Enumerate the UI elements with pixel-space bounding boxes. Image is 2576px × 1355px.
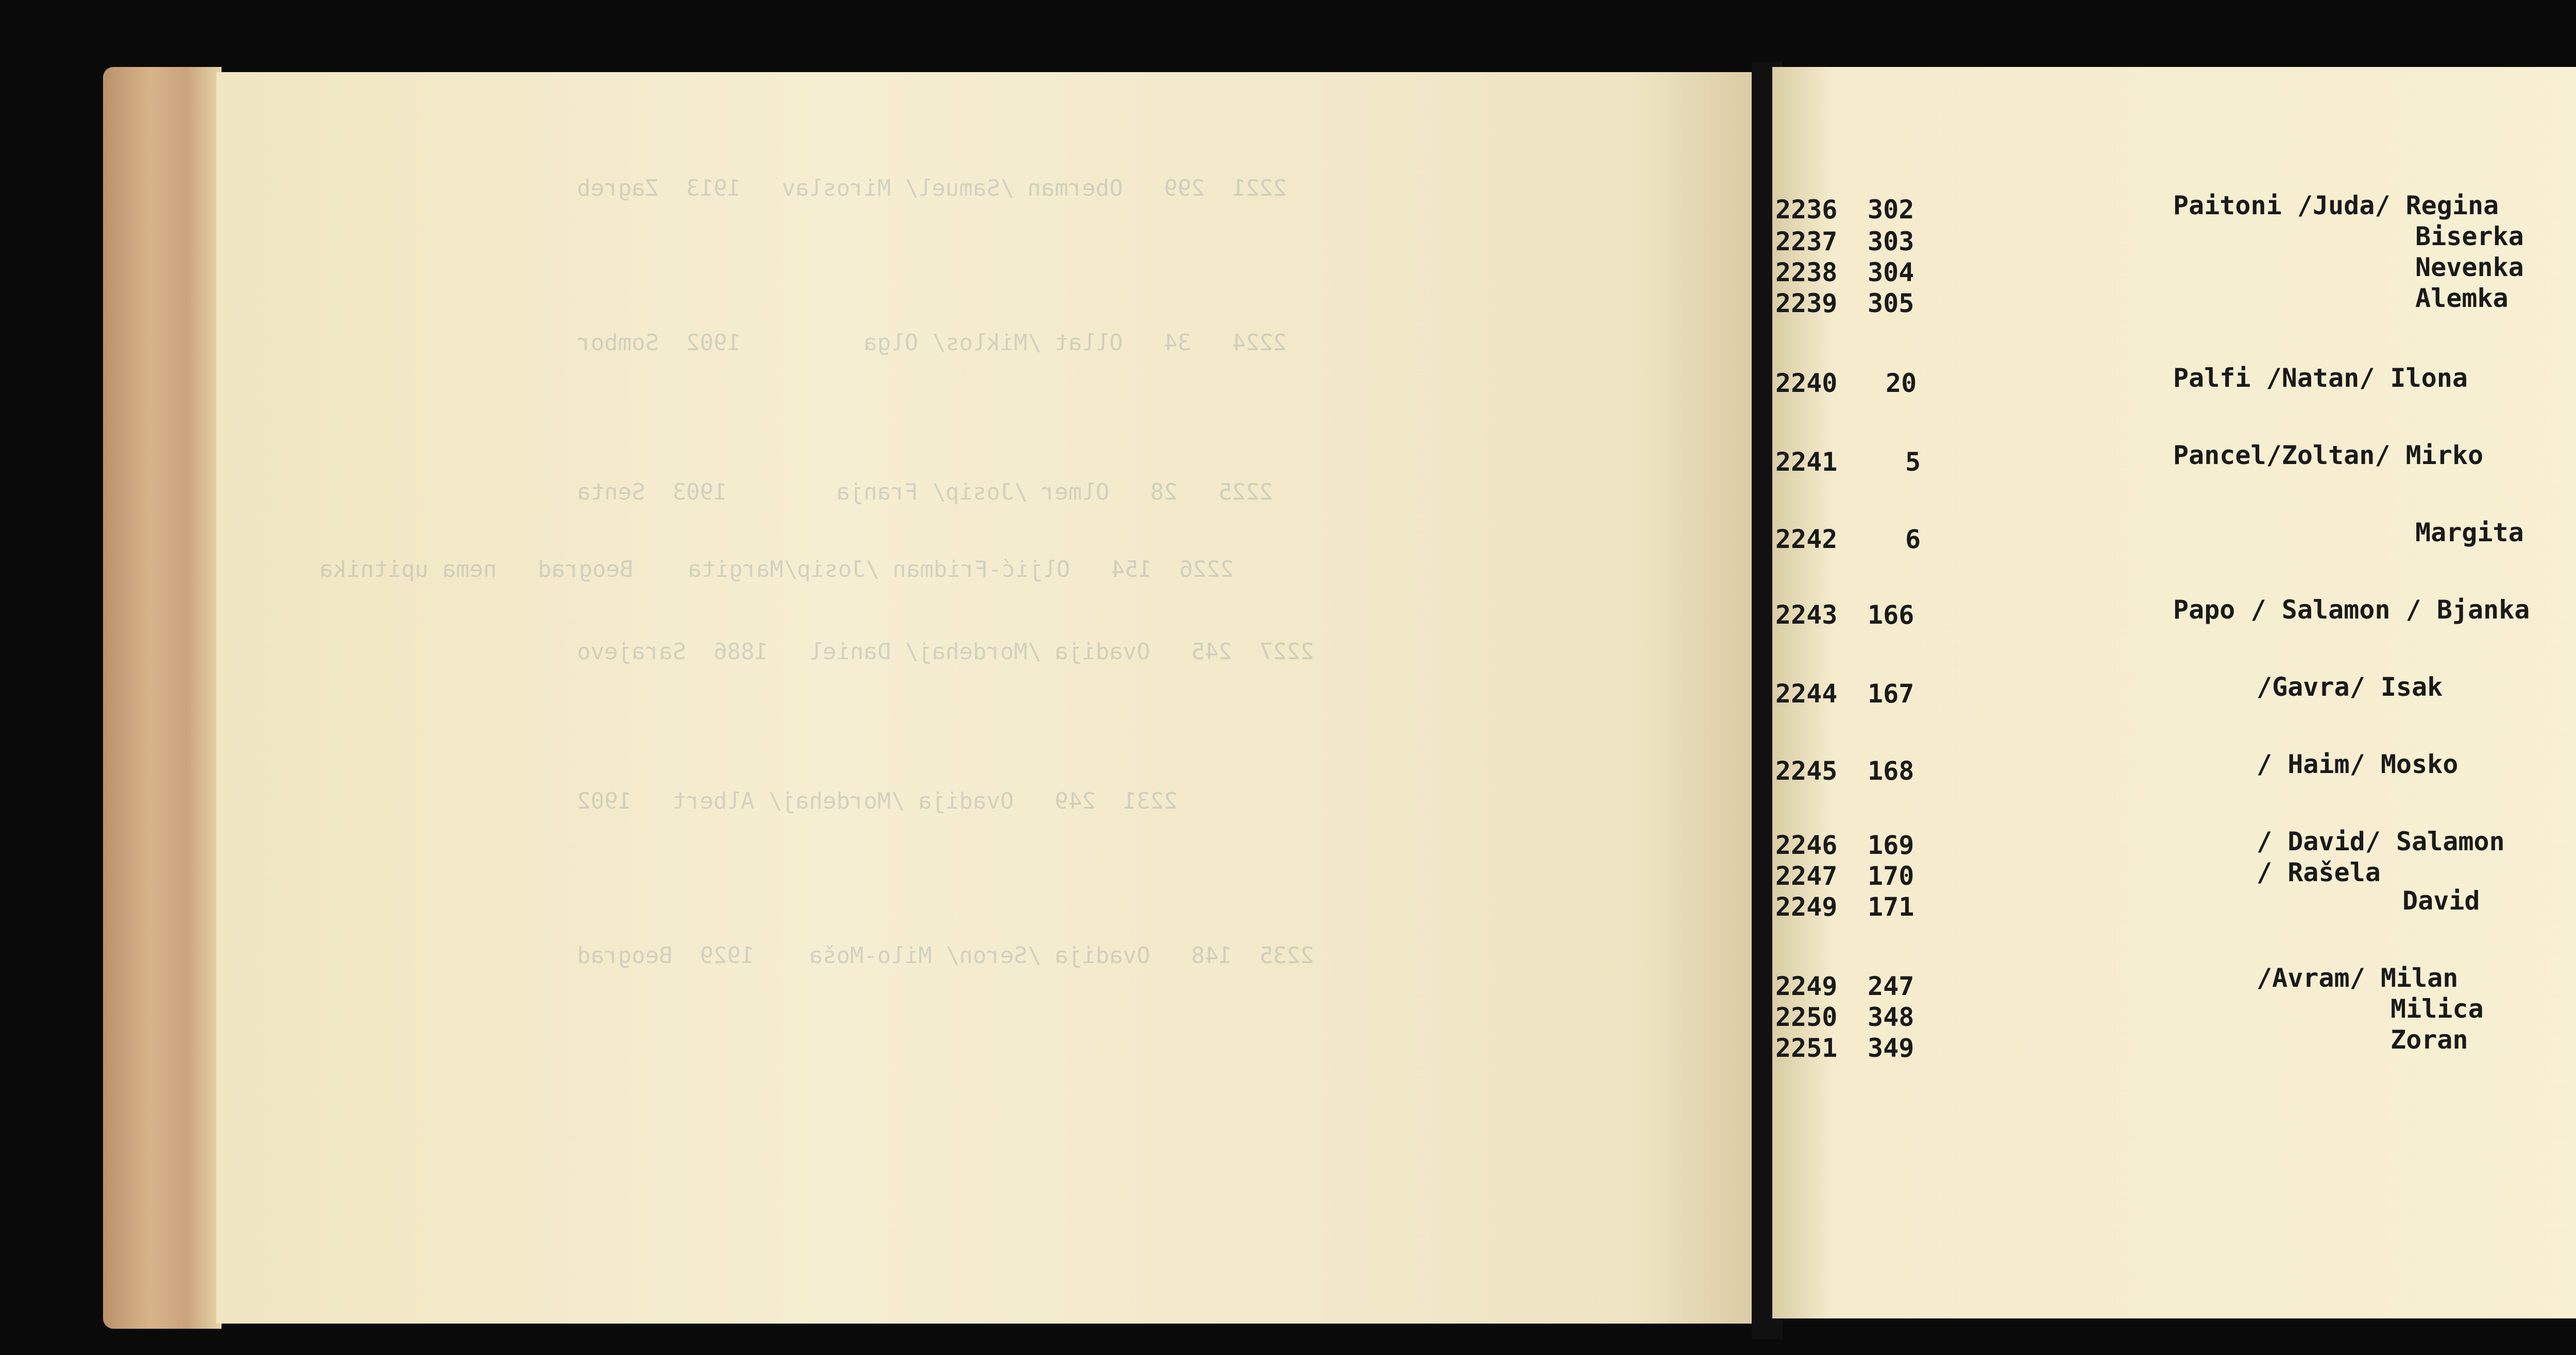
entry-name: Paitoni /Juda/ Regina xyxy=(2173,191,2499,220)
entry-number: 2237 xyxy=(1775,227,1838,256)
entry-number: 2242 xyxy=(1775,524,1838,554)
entry-name: Alemka xyxy=(2415,283,2509,313)
entry-number: 2249 xyxy=(1775,892,1838,922)
entry-serial: 170 xyxy=(1868,861,1914,891)
entry-name: / Haim/ Mosko xyxy=(2257,749,2459,779)
entry-number: 2245 xyxy=(1775,756,1838,786)
bleed-through-text: 2227 245 Ovadija /Mordehaj/ Daniel 1886 Sarajevo xyxy=(577,639,1314,665)
entry-number: 2251 xyxy=(1775,1033,1838,1063)
entry-serial: 168 xyxy=(1868,756,1914,786)
entry-name: / Rašela xyxy=(2257,857,2381,887)
entry-serial: 303 xyxy=(1868,227,1914,256)
entry-name: /Gavra/ Isak xyxy=(2257,672,2443,702)
entry-serial: 166 xyxy=(1868,600,1914,630)
entry-name: Margita xyxy=(2415,518,2524,547)
entry-number: 2241 xyxy=(1775,447,1838,477)
entry-number: 2239 xyxy=(1775,288,1838,318)
entry-name: Papo / Salamon / Bjanka xyxy=(2173,595,2530,625)
entry-serial: 302 xyxy=(1868,195,1914,225)
entry-number: 2238 xyxy=(1775,258,1838,287)
bleed-through-text: 2231 249 Ovadija /Mordehaj/ Albert 1902 xyxy=(577,788,1178,814)
entry-number: 2244 xyxy=(1775,679,1838,709)
entry-serial: 305 xyxy=(1868,288,1914,318)
entry-name: David xyxy=(2402,886,2480,916)
entry-number: 2246 xyxy=(1775,830,1838,860)
entry-serial: 247 xyxy=(1868,971,1914,1001)
entry-number: 2243 xyxy=(1775,600,1838,630)
entry-name: Nevenka xyxy=(2415,252,2524,282)
entry-name: / David/ Salamon xyxy=(2257,827,2505,856)
entry-serial: 20 xyxy=(1886,368,1917,398)
entry-name: /Avram/ Milan xyxy=(2257,963,2459,993)
entry-serial: 304 xyxy=(1868,258,1914,287)
left-page-edges xyxy=(103,67,222,1329)
entry-name: Milica xyxy=(2391,994,2484,1024)
entry-number: 2250 xyxy=(1775,1002,1838,1032)
entry-serial: 171 xyxy=(1868,892,1914,922)
entry-serial: 349 xyxy=(1868,1033,1914,1063)
entry-name: Zoran xyxy=(2391,1025,2468,1055)
bleed-through-text: 2221 299 Oberman /Samuel/ Miroslav 1913 Zagreb xyxy=(577,175,1287,201)
bleed-through-text: 2226 154 Oljić-Fridman /Josip/Margita Beograd nema upitnika xyxy=(319,556,1234,582)
bleed-through-text: 2225 28 Olmer /Josip/ Franja 1903 Senta xyxy=(577,479,1274,505)
entry-serial: 167 xyxy=(1868,679,1914,709)
entry-number: 2247 xyxy=(1775,861,1838,891)
left-page xyxy=(216,72,1757,1324)
entry-serial: 6 xyxy=(1905,524,1921,554)
bleed-through-text: 2224 34 Ollat /Miklos/ Olga 1902 Sombor xyxy=(577,330,1287,356)
entry-number: 2240 xyxy=(1775,368,1838,398)
entry-serial: 5 xyxy=(1905,447,1921,477)
entry-number: 2236 xyxy=(1775,195,1838,225)
entry-name: Palfi /Natan/ Ilona xyxy=(2173,363,2468,393)
entry-number: 2249 xyxy=(1775,971,1838,1001)
entry-name: Biserka xyxy=(2415,221,2524,251)
entry-serial: 348 xyxy=(1868,1002,1914,1032)
entry-name: Pancel/Zoltan/ Mirko xyxy=(2173,440,2484,470)
entry-serial: 169 xyxy=(1868,830,1914,860)
bleed-through-text: 2235 148 Ovadija /Seron/ Milo-Moša 1929 Beograd xyxy=(577,942,1314,969)
